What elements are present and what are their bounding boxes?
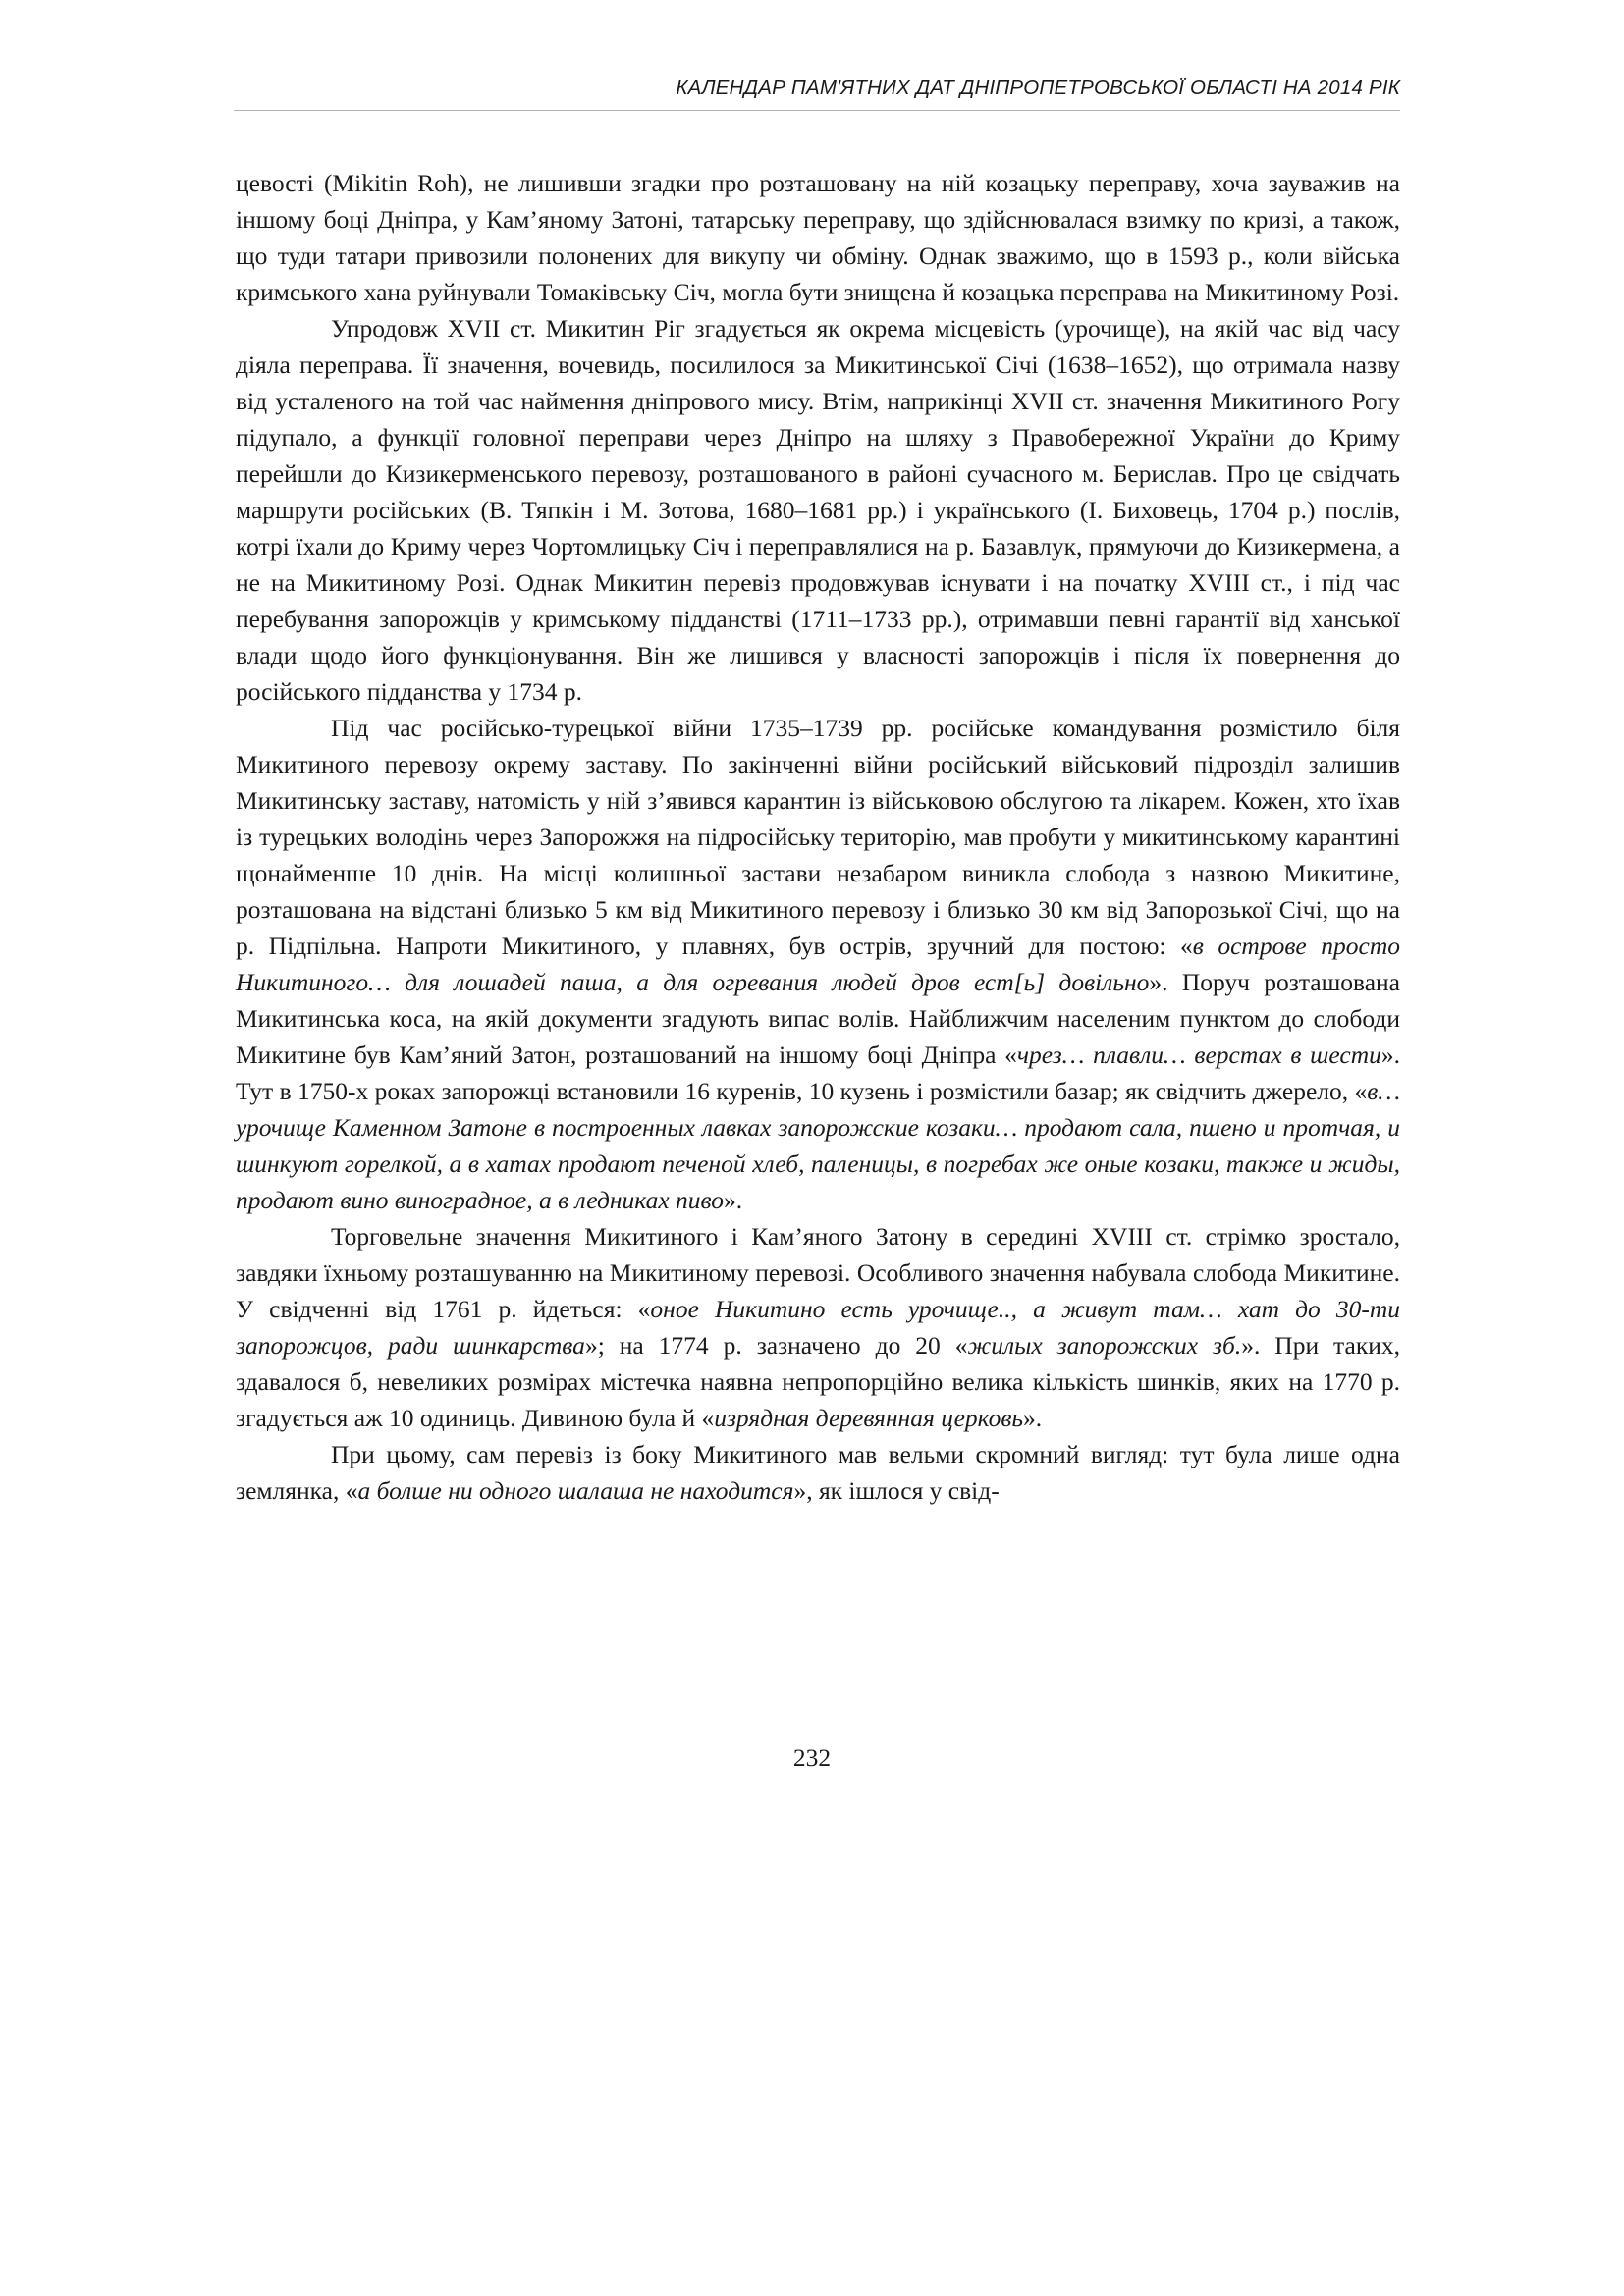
paragraph-text: ». Поруч розташована Микитинська коса, на якій документи згадують випас волів. Найближчим населеним пунктом до слободи Микитине був Кам’яний Затон, розташований на іншому боці Дніпра « — [236, 968, 1401, 1069]
quoted-source-text: оное Никитино есть урочище.., а живут там… хат до 30-ти запорожцов, ради шинкарства — [236, 1295, 1400, 1360]
paragraph-text: Під час російсько-турецької війни 1735–1739 рр. російське командування розмістило біля Микитиного перевозу окрему заставу. По закінченні війни російський військовий підрозділ залишив Микитинську заставу, натомість у ній з’явився карантин із військовою обслугою та лікарем. Кожен, хто їхав із турецьких володінь через Запорожжя на підросійську територію, мав пробути у микитинському карантині щонайменше 10 днів. На місці колишньої застави незабаром виникла слобода з назвою Микитине, розташована на відстані близько 5 км від Микитиного перевозу і близько 30 км від Запорозької Січі, що на р. Підпільна. Напроти Микитиного, у плавнях, був острів, зручний для постою: « — [236, 714, 1400, 960]
paragraph-text: »; на 1774 р. зазначено до 20 « — [584, 1331, 968, 1360]
paragraph-3 — [236, 710, 1400, 1218]
paragraph-5 — [236, 1436, 1400, 1509]
quoted-source-text: жилых запорожских зб. — [967, 1331, 1242, 1360]
quoted-source-text: чрез… плавли… верстах в шести — [1016, 1041, 1381, 1069]
quoted-source-text: изрядная деревянная церковь — [714, 1404, 1024, 1432]
page-number: 232 — [792, 1743, 832, 1772]
paragraph-text: Торговельне значення Микитиного і Кам’яного Затону в середині XVIII ст. стрімко зростало, завдяки їхньому розташуванню на Микитиному перевозі. Особливого значення набувала слобода Микитине. У свідченні від 1761 р. йдеться: « — [236, 1222, 1400, 1323]
header-divider — [234, 110, 1400, 111]
paragraph-text: ». Тут в 1750-х роках запорожці встановили 16 куренів, 10 кузень і розмістили базар; як свідчить джерело, « — [236, 1041, 1400, 1105]
quoted-source-text: в острове просто Никитиного… для лошадей паша, а для огревания людей дров ест[ь] довільно — [236, 932, 1400, 996]
paragraph-text: ». — [1023, 1404, 1043, 1432]
body-text — [236, 165, 1400, 1509]
quoted-source-text: а болше ни одного шалаша не находится — [357, 1476, 794, 1505]
paragraph-text: », як ішлося у свід- — [793, 1476, 1000, 1505]
paragraph-text: Упродовж XVII ст. Микитин Ріг згадується як окрема місцевість (урочище), на якій час від часу діяла переправа. Її значення, вочевидь, посилилося за Микитинської Січі (1638–1652), що отримала назву від усталеного на той час наймення дніпрового мису. Втім, наприкінці XVII ст. значення Микитиного Рогу підупало, а функції головної переправи через Дніпро на шляху з Правобережної України до Криму перейшли до Кизикерменського перевозу, розташованого в районі сучасного м. Берислав. Про це свідчать маршрути російських (В. Тяпкін і М. Зотова, 1680–1681 рр.) і українського (І. Биховець, 1704 р.) послів, котрі їхали до Криму через Чортомлицьку Січ і переправлялися на р. Базавлук, прямуючи до Кизикермена, а не на Микитиному Розі. Однак Микитин перевіз продовжував існувати і на початку XVIII ст., і під час перебування запорожців у кримському підданстві (1711–1733 рр.), отримавши певні гарантії від ханської влади щодо його функціонування. Він же лишився у власності запорожців і після їх повернення до російського підданства у 1734 р. — [236, 314, 1400, 706]
paragraph-4 — [236, 1218, 1400, 1436]
paragraph-text: ». При таких, здавалося б, невеликих розмірах містечка наявна непропорційно велика кількість шинків, яких на 1770 р. згадується аж 10 одиниць. Дивиною була й « — [236, 1331, 1400, 1432]
paragraph-text: ». — [724, 1186, 743, 1214]
paragraph-text: При цьому, сам перевіз із боку Микитиного мав вельми скромний вигляд: тут була лише одна землянка, « — [236, 1440, 1400, 1505]
paragraph-1 — [236, 165, 1400, 310]
paragraph-2 — [236, 310, 1400, 710]
running-header: КАЛЕНДАР ПАМ'ЯТНИХ ДАТ ДНІПРОПЕТРОВСЬКОЇ ОБЛАСТІ НА 2014 РІК — [676, 77, 1400, 99]
paragraph-text: цевості (Mikitin Roh), не лишивши згадки про розташовану на ній козацьку переправу, хоча зауважив на іншому боці Дніпра, у Кам’яному Затоні, татарську переправу, що здійснювалася взимку по кризі, а також, що туди татари привозили полонених для викупу чи обміну. Однак зважимо, що в 1593 р., коли війська кримського хана руйнували Томаківську Січ, могла бути знищена й козацька переправа на Микитиному Розі. — [236, 169, 1400, 306]
quoted-source-text: в… урочище Каменном Затоне в построенных лавках запорожские козаки… продают сала, пшено и протчая, и шинкуют горелкой, а в хатах продают печеной хлеб, паленицы, в погребах же оные козаки, также и жиды, продают вино виноградное, а в ледниках пиво — [236, 1077, 1400, 1214]
